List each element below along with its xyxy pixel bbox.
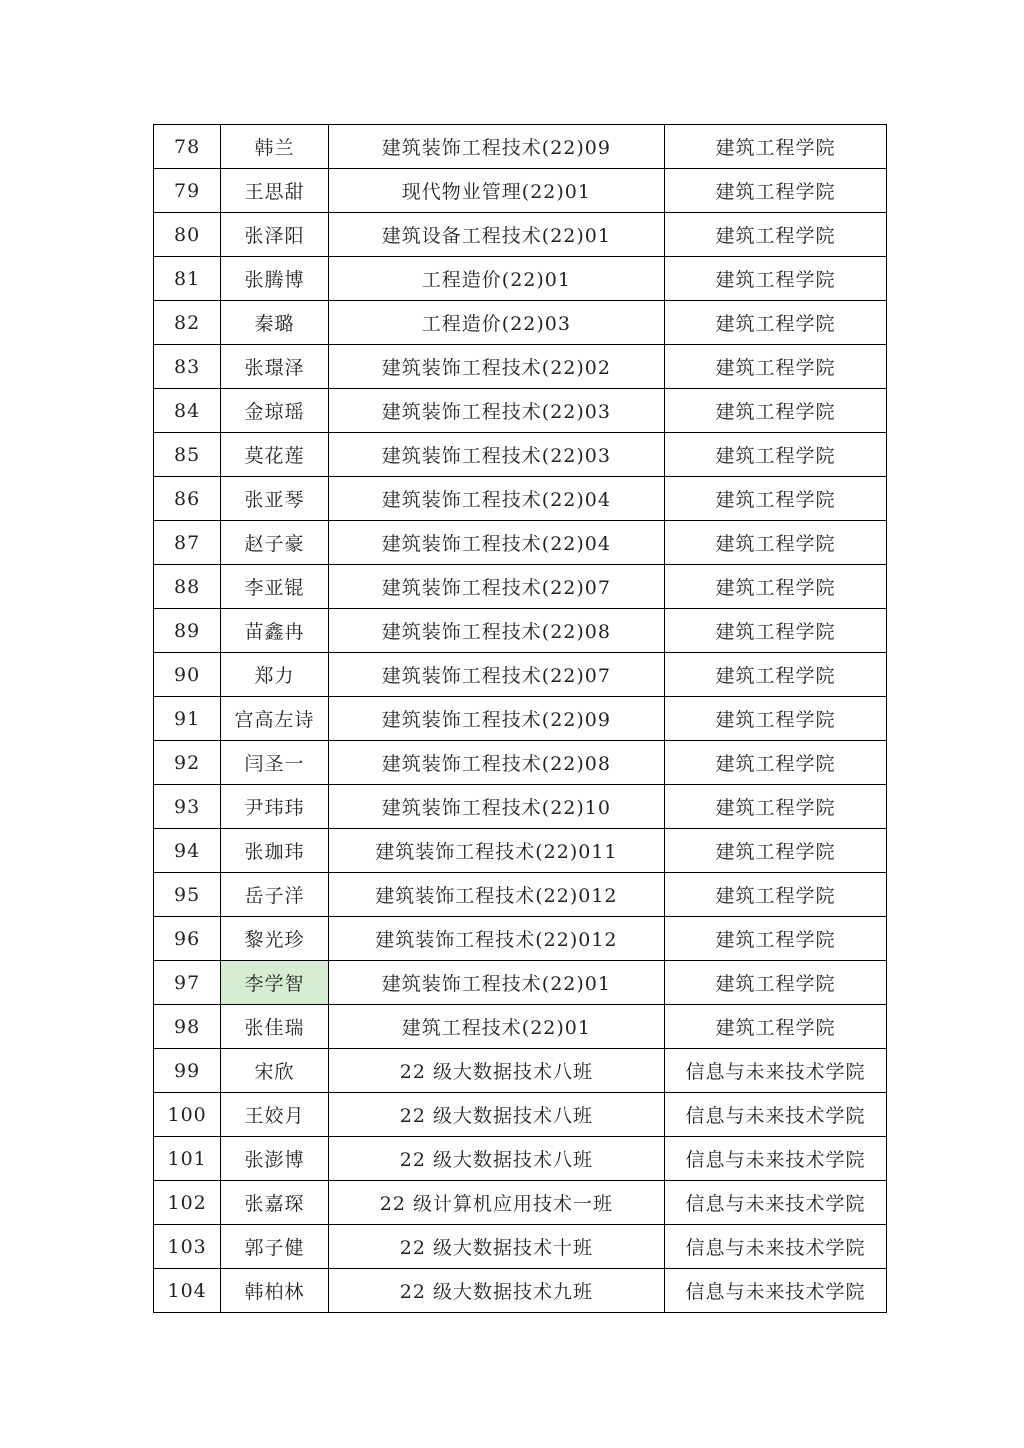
college-name-cell: 建筑工程学院 <box>665 873 887 917</box>
row-number-cell: 78 <box>154 125 221 169</box>
student-name-cell: 宫高左诗 <box>221 697 328 741</box>
student-name-cell: 郭子健 <box>221 1225 328 1269</box>
row-number-cell: 83 <box>154 345 221 389</box>
college-name-cell: 信息与未来技术学院 <box>665 1137 887 1181</box>
student-name-cell: 秦璐 <box>221 301 328 345</box>
table-body <box>154 125 887 1313</box>
row-number-cell: 85 <box>154 433 221 477</box>
college-name-cell: 建筑工程学院 <box>665 741 887 785</box>
class-name-cell: 建筑装饰工程技术(22)03 <box>328 433 664 477</box>
row-number-cell: 92 <box>154 741 221 785</box>
class-name-cell: 22 级大数据技术十班 <box>328 1225 664 1269</box>
college-name-cell: 建筑工程学院 <box>665 345 887 389</box>
class-name-cell: 22 级大数据技术九班 <box>328 1269 664 1313</box>
table-row <box>154 741 887 785</box>
table-row <box>154 389 887 433</box>
class-name-cell: 22 级大数据技术八班 <box>328 1137 664 1181</box>
student-name-cell: 王姣月 <box>221 1093 328 1137</box>
student-name-cell: 韩兰 <box>221 125 328 169</box>
class-name-cell: 工程造价(22)01 <box>328 257 664 301</box>
student-name-cell: 闫圣一 <box>221 741 328 785</box>
class-name-cell: 22 级大数据技术八班 <box>328 1049 664 1093</box>
row-number-cell: 99 <box>154 1049 221 1093</box>
college-name-cell: 信息与未来技术学院 <box>665 1049 887 1093</box>
row-number-cell: 91 <box>154 697 221 741</box>
class-name-cell: 建筑装饰工程技术(22)012 <box>328 873 664 917</box>
row-number-cell: 102 <box>154 1181 221 1225</box>
student-name-cell: 宋欣 <box>221 1049 328 1093</box>
class-name-cell: 建筑装饰工程技术(22)10 <box>328 785 664 829</box>
college-name-cell: 信息与未来技术学院 <box>665 1181 887 1225</box>
row-number-cell: 89 <box>154 609 221 653</box>
row-number-cell: 104 <box>154 1269 221 1313</box>
table-row <box>154 1269 887 1313</box>
college-name-cell: 信息与未来技术学院 <box>665 1225 887 1269</box>
table-row <box>154 961 887 1005</box>
row-number-cell: 82 <box>154 301 221 345</box>
college-name-cell: 建筑工程学院 <box>665 1005 887 1049</box>
class-name-cell: 建筑装饰工程技术(22)07 <box>328 565 664 609</box>
row-number-cell: 95 <box>154 873 221 917</box>
student-name-cell: 张亚琴 <box>221 477 328 521</box>
table-row <box>154 1137 887 1181</box>
row-number-cell: 94 <box>154 829 221 873</box>
table-row <box>154 873 887 917</box>
table-row <box>154 565 887 609</box>
college-name-cell: 建筑工程学院 <box>665 125 887 169</box>
class-name-cell: 建筑装饰工程技术(22)03 <box>328 389 664 433</box>
student-name-cell: 莫花莲 <box>221 433 328 477</box>
row-number-cell: 87 <box>154 521 221 565</box>
row-number-cell: 80 <box>154 213 221 257</box>
class-name-cell: 建筑装饰工程技术(22)09 <box>328 697 664 741</box>
student-name-cell: 岳子洋 <box>221 873 328 917</box>
table-row <box>154 1225 887 1269</box>
college-name-cell: 建筑工程学院 <box>665 213 887 257</box>
college-name-cell: 建筑工程学院 <box>665 653 887 697</box>
row-number-cell: 86 <box>154 477 221 521</box>
row-number-cell: 88 <box>154 565 221 609</box>
student-name-cell: 王思甜 <box>221 169 328 213</box>
student-name-cell: 金琼瑶 <box>221 389 328 433</box>
row-number-cell: 96 <box>154 917 221 961</box>
college-name-cell: 建筑工程学院 <box>665 257 887 301</box>
class-name-cell: 现代物业管理(22)01 <box>328 169 664 213</box>
class-name-cell: 建筑装饰工程技术(22)012 <box>328 917 664 961</box>
student-name-cell: 黎光珍 <box>221 917 328 961</box>
table-row <box>154 1093 887 1137</box>
row-number-cell: 84 <box>154 389 221 433</box>
table-row <box>154 301 887 345</box>
college-name-cell: 建筑工程学院 <box>665 301 887 345</box>
row-number-cell: 90 <box>154 653 221 697</box>
table-row <box>154 169 887 213</box>
class-name-cell: 22 级大数据技术八班 <box>328 1093 664 1137</box>
student-name-cell: 张泽阳 <box>221 213 328 257</box>
student-name-cell: 张璟泽 <box>221 345 328 389</box>
class-name-cell: 建筑装饰工程技术(22)04 <box>328 477 664 521</box>
student-name-cell: 苗鑫冉 <box>221 609 328 653</box>
college-name-cell: 建筑工程学院 <box>665 609 887 653</box>
row-number-cell: 97 <box>154 961 221 1005</box>
college-name-cell: 建筑工程学院 <box>665 829 887 873</box>
college-name-cell: 建筑工程学院 <box>665 961 887 1005</box>
row-number-cell: 79 <box>154 169 221 213</box>
table-row <box>154 1005 887 1049</box>
table-row <box>154 125 887 169</box>
table-row <box>154 433 887 477</box>
class-name-cell: 建筑装饰工程技术(22)08 <box>328 741 664 785</box>
class-name-cell: 建筑装饰工程技术(22)07 <box>328 653 664 697</box>
college-name-cell: 信息与未来技术学院 <box>665 1093 887 1137</box>
table-row <box>154 609 887 653</box>
college-name-cell: 建筑工程学院 <box>665 521 887 565</box>
student-list-table <box>153 124 887 1313</box>
class-name-cell: 工程造价(22)03 <box>328 301 664 345</box>
row-number-cell: 101 <box>154 1137 221 1181</box>
class-name-cell: 建筑装饰工程技术(22)01 <box>328 961 664 1005</box>
row-number-cell: 98 <box>154 1005 221 1049</box>
row-number-cell: 100 <box>154 1093 221 1137</box>
college-name-cell: 建筑工程学院 <box>665 169 887 213</box>
table-row <box>154 521 887 565</box>
college-name-cell: 信息与未来技术学院 <box>665 1269 887 1313</box>
table-row <box>154 1181 887 1225</box>
class-name-cell: 建筑工程技术(22)01 <box>328 1005 664 1049</box>
table-row <box>154 697 887 741</box>
table-row <box>154 257 887 301</box>
row-number-cell: 81 <box>154 257 221 301</box>
student-name-cell: 张腾博 <box>221 257 328 301</box>
table-row <box>154 785 887 829</box>
student-name-cell: 郑力 <box>221 653 328 697</box>
student-name-cell: 李学智 <box>221 961 328 1005</box>
college-name-cell: 建筑工程学院 <box>665 697 887 741</box>
student-name-cell: 尹玮玮 <box>221 785 328 829</box>
table-row <box>154 829 887 873</box>
table-row <box>154 345 887 389</box>
college-name-cell: 建筑工程学院 <box>665 785 887 829</box>
student-name-cell: 张珈玮 <box>221 829 328 873</box>
class-name-cell: 建筑设备工程技术(22)01 <box>328 213 664 257</box>
student-name-cell: 张佳瑞 <box>221 1005 328 1049</box>
student-name-cell: 韩柏林 <box>221 1269 328 1313</box>
college-name-cell: 建筑工程学院 <box>665 477 887 521</box>
class-name-cell: 建筑装饰工程技术(22)04 <box>328 521 664 565</box>
class-name-cell: 建筑装饰工程技术(22)08 <box>328 609 664 653</box>
class-name-cell: 建筑装饰工程技术(22)02 <box>328 345 664 389</box>
student-name-cell: 赵子豪 <box>221 521 328 565</box>
class-name-cell: 建筑装饰工程技术(22)09 <box>328 125 664 169</box>
college-name-cell: 建筑工程学院 <box>665 433 887 477</box>
college-name-cell: 建筑工程学院 <box>665 565 887 609</box>
table-row <box>154 213 887 257</box>
table-row <box>154 477 887 521</box>
table-row <box>154 917 887 961</box>
student-name-cell: 李亚锟 <box>221 565 328 609</box>
row-number-cell: 93 <box>154 785 221 829</box>
table-row <box>154 653 887 697</box>
table-row <box>154 1049 887 1093</box>
college-name-cell: 建筑工程学院 <box>665 917 887 961</box>
class-name-cell: 22 级计算机应用技术一班 <box>328 1181 664 1225</box>
student-name-cell: 张澎博 <box>221 1137 328 1181</box>
row-number-cell: 103 <box>154 1225 221 1269</box>
college-name-cell: 建筑工程学院 <box>665 389 887 433</box>
student-name-cell: 张嘉琛 <box>221 1181 328 1225</box>
class-name-cell: 建筑装饰工程技术(22)011 <box>328 829 664 873</box>
